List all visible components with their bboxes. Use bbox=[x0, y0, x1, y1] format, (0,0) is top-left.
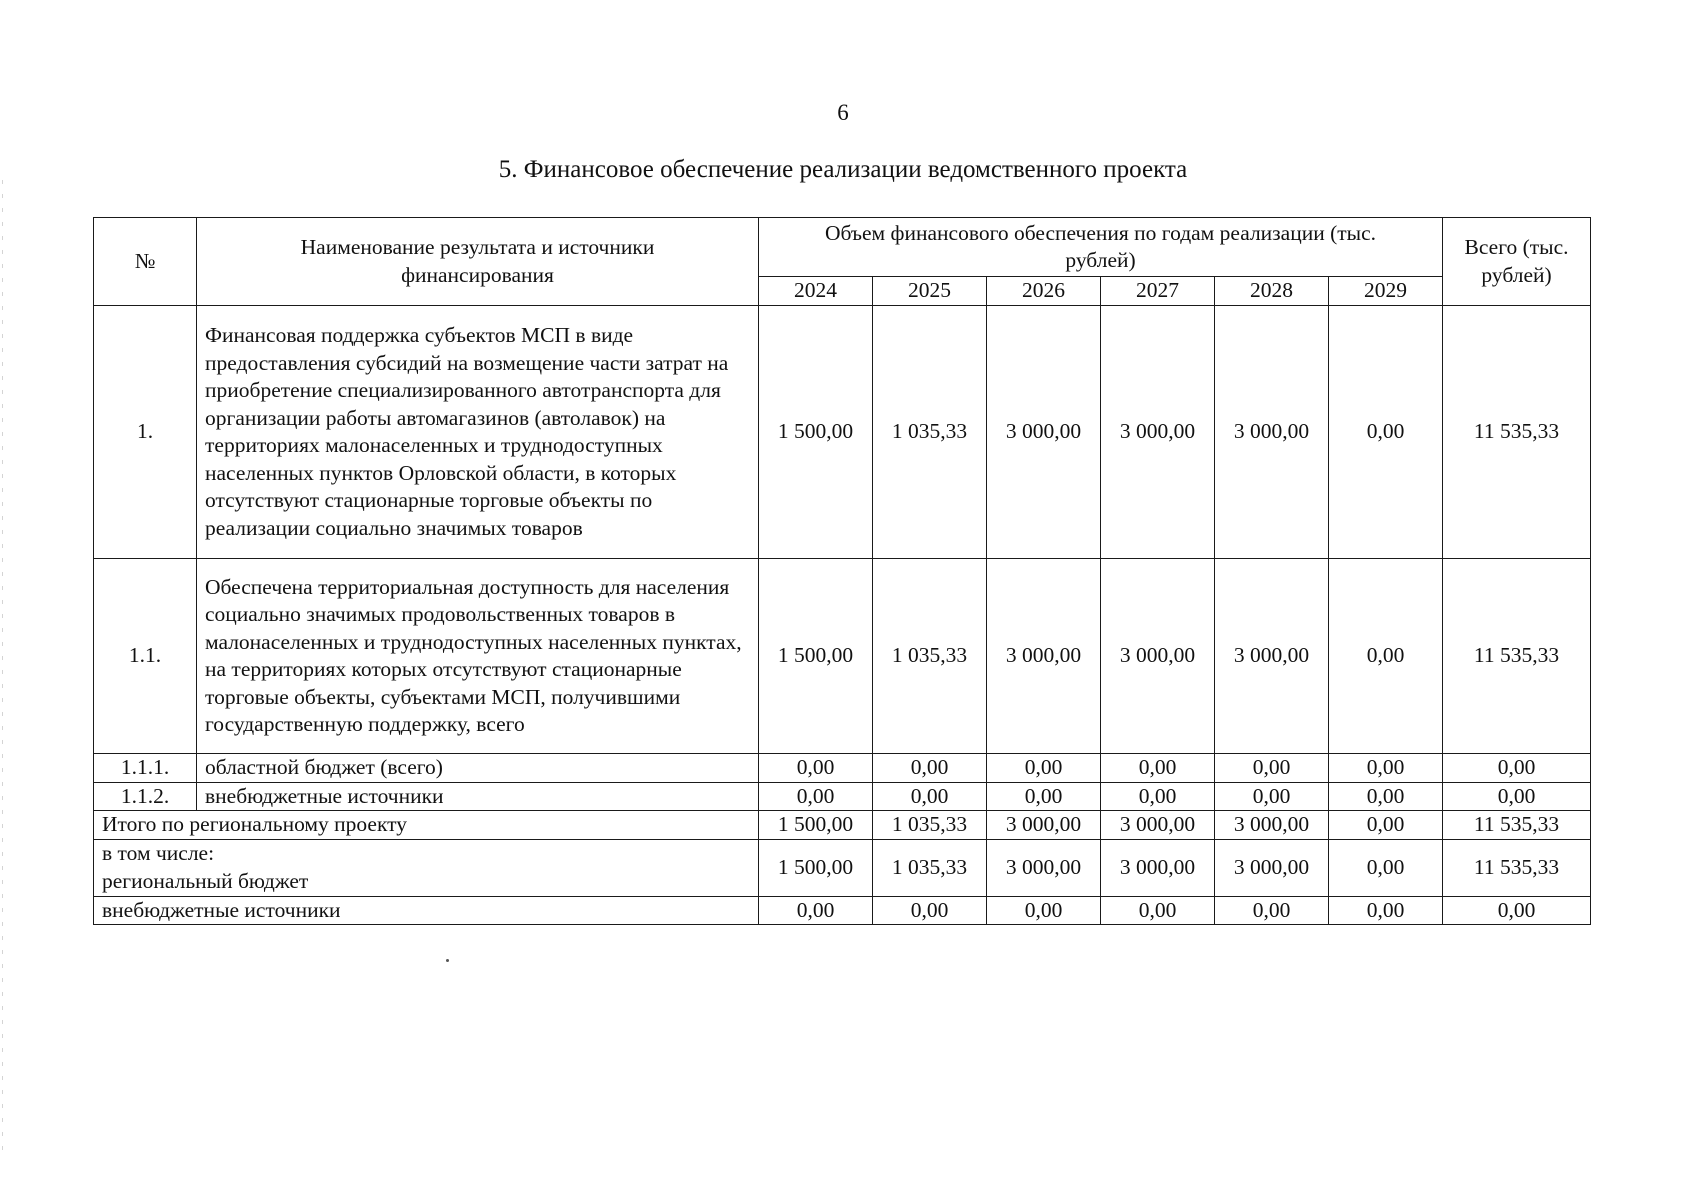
summary-value: 0,00 bbox=[759, 896, 873, 925]
row-value: 3 000,00 bbox=[1101, 306, 1215, 559]
header-year: 2029 bbox=[1329, 277, 1443, 306]
summary-label bbox=[94, 839, 759, 896]
row-name: Обеспечена территориальная доступность для населения социально значимых продовольственных товаров в малонаселенных и труднодоступных населенных пунктах, на территориях которых отсутствуют стационарные торговые объекты, субъектами МСП, получившими государственную поддержку, всего bbox=[197, 559, 759, 754]
summary-value: 1 035,33 bbox=[873, 839, 987, 896]
summary-label: внебюджетные источники bbox=[94, 896, 759, 925]
summary-value: 1 500,00 bbox=[759, 811, 873, 840]
row-value: 0,00 bbox=[1215, 782, 1329, 811]
summary-value: 0,00 bbox=[1329, 839, 1443, 896]
row-value: 3 000,00 bbox=[987, 306, 1101, 559]
summary-value: 3 000,00 bbox=[987, 839, 1101, 896]
row-total: 11 535,33 bbox=[1443, 306, 1591, 559]
summary-value: 0,00 bbox=[1215, 896, 1329, 925]
summary-value: 0,00 bbox=[1329, 811, 1443, 840]
row-name: областной бюджет (всего) bbox=[197, 754, 759, 783]
row-number: 1. bbox=[94, 306, 197, 559]
scan-speck bbox=[446, 959, 449, 962]
row-total: 11 535,33 bbox=[1443, 559, 1591, 754]
header-year: 2027 bbox=[1101, 277, 1215, 306]
summary-value: 0,00 bbox=[1329, 896, 1443, 925]
summary-row bbox=[94, 811, 1591, 840]
row-value: 0,00 bbox=[759, 782, 873, 811]
row-value: 0,00 bbox=[1215, 754, 1329, 783]
summary-total: 0,00 bbox=[1443, 896, 1591, 925]
header-year: 2028 bbox=[1215, 277, 1329, 306]
header-year: 2026 bbox=[987, 277, 1101, 306]
row-number: 1.1.1. bbox=[94, 754, 197, 783]
row-value: 3 000,00 bbox=[1215, 306, 1329, 559]
row-value: 3 000,00 bbox=[1101, 559, 1215, 754]
summary-label-line: в том числе: bbox=[102, 841, 215, 865]
row-value: 0,00 bbox=[1329, 559, 1443, 754]
header-volume: Объем финансового обеспечения по годам реализации (тыс. рублей) bbox=[759, 218, 1443, 277]
page-number: 6 bbox=[837, 100, 849, 125]
table-row bbox=[94, 754, 1591, 783]
summary-value: 3 000,00 bbox=[1101, 839, 1215, 896]
table-header-row bbox=[94, 218, 1591, 277]
header-year: 2025 bbox=[873, 277, 987, 306]
row-number: 1.1. bbox=[94, 559, 197, 754]
row-value: 0,00 bbox=[1101, 782, 1215, 811]
row-value: 3 000,00 bbox=[1215, 559, 1329, 754]
row-name: Финансовая поддержка субъектов МСП в виде предоставления субсидий на возмещение части затрат на приобретение специализированного автотранспорта для организации работы автомагазинов (автолавок) на территориях малонаселенных и труднодоступных населенных пунктов Орловской области, в которых отсутствуют стационарные торговые объекты по реализации социально значимых товаров bbox=[197, 306, 759, 559]
summary-value: 3 000,00 bbox=[1215, 839, 1329, 896]
summary-row bbox=[94, 839, 1591, 896]
summary-row bbox=[94, 896, 1591, 925]
row-value: 0,00 bbox=[873, 782, 987, 811]
summary-value: 0,00 bbox=[987, 896, 1101, 925]
row-value: 0,00 bbox=[1101, 754, 1215, 783]
row-total: 0,00 bbox=[1443, 782, 1591, 811]
summary-total: 11 535,33 bbox=[1443, 839, 1591, 896]
summary-label: Итого по региональному проекту bbox=[94, 811, 759, 840]
summary-value: 3 000,00 bbox=[987, 811, 1101, 840]
table-row bbox=[94, 782, 1591, 811]
row-value: 0,00 bbox=[759, 754, 873, 783]
row-value: 1 035,33 bbox=[873, 559, 987, 754]
header-name: Наименование результата и источники финансирования bbox=[197, 218, 759, 306]
summary-value: 3 000,00 bbox=[1215, 811, 1329, 840]
table-row bbox=[94, 306, 1591, 559]
row-value: 1 500,00 bbox=[759, 559, 873, 754]
table-row bbox=[94, 559, 1591, 754]
row-value: 0,00 bbox=[1329, 306, 1443, 559]
financing-table-container bbox=[93, 217, 1590, 925]
header-total: Всего (тыс. рублей) bbox=[1443, 218, 1591, 306]
row-number: 1.1.2. bbox=[94, 782, 197, 811]
summary-label-line: региональный бюджет bbox=[102, 868, 309, 893]
row-total: 0,00 bbox=[1443, 754, 1591, 783]
scan-edge-artifact bbox=[2, 180, 3, 1160]
row-value: 0,00 bbox=[873, 754, 987, 783]
summary-value: 3 000,00 bbox=[1101, 811, 1215, 840]
summary-value: 0,00 bbox=[873, 896, 987, 925]
row-value: 0,00 bbox=[1329, 754, 1443, 783]
financing-table bbox=[93, 217, 1591, 925]
summary-total: 11 535,33 bbox=[1443, 811, 1591, 840]
row-value: 0,00 bbox=[1329, 782, 1443, 811]
header-year: 2024 bbox=[759, 277, 873, 306]
row-value: 1 035,33 bbox=[873, 306, 987, 559]
row-value: 0,00 bbox=[987, 754, 1101, 783]
summary-value: 1 500,00 bbox=[759, 839, 873, 896]
header-number: № bbox=[94, 218, 197, 306]
row-value: 1 500,00 bbox=[759, 306, 873, 559]
row-value: 0,00 bbox=[987, 782, 1101, 811]
summary-value: 1 035,33 bbox=[873, 811, 987, 840]
section-title: 5. Финансовое обеспечение реализации ведомственного проекта bbox=[498, 156, 1188, 183]
summary-value: 0,00 bbox=[1101, 896, 1215, 925]
row-name: внебюджетные источники bbox=[197, 782, 759, 811]
row-value: 3 000,00 bbox=[987, 559, 1101, 754]
